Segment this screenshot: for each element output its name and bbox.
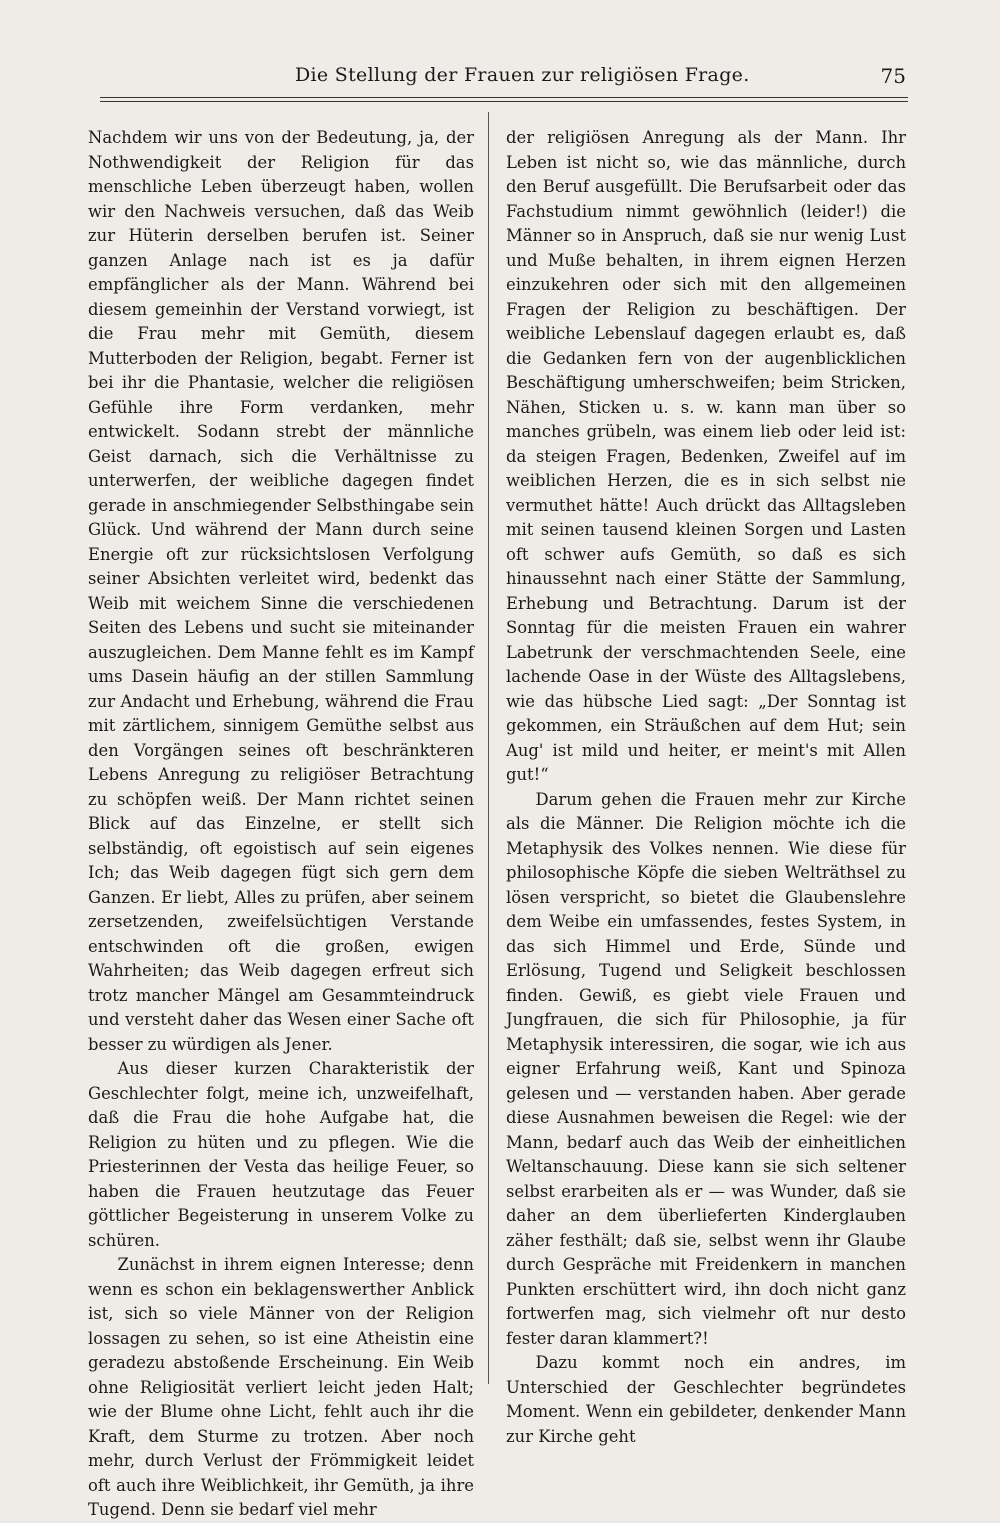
header-title: Die Stellung der Frauen zur religiösen Frage. [295,64,750,86]
header-rule-bottom [100,101,908,102]
page-number: 75 [880,64,906,88]
left-column [88,126,474,1523]
header-rule-top [100,97,908,98]
paragraph: der religiösen Anregung als der Mann. Ihr Leben ist nicht so, wie das männliche, durch den Beruf ausgefüllt. Die Berufsarbeit oder das Fachstudium nimmt gewöhnlich (leider!) die Männer so in Anspruch, daß sie nur wenig Lust und Muße behalten, in ihrem eignen Herzen einzukehren oder sich mit den allgemeinen Fragen der Religion zu beschäftigen. Der weibliche Lebenslauf dagegen erlaubt es, daß die Gedanken fern von der augenblicklichen Beschäftigung umherschweifen; beim Stricken, Nähen, Sticken u. s. w. kann man über so manches grübeln, was einem lieb oder leid ist: da steigen Fragen, Bedenken, Zweifel auf im weiblichen Herzen, die es in sich selbst nie vermuthet hätte! Auch drückt das Alltagsleben mit seinen tausend kleinen Sorgen und Lasten oft schwer aufs Gemüth, so daß es sich hinaussehnt nach einer Stätte der Sammlung, Erhebung und Betrachtung. Darum ist der Sonntag für die meisten Frauen ein wahrer Labetrunk der verschmachtenden Seele, eine lachende Oase in der Wüste des Alltagslebens, wie das hübsche Lied sagt: „Der Sonntag ist gekommen, ein Sträußchen auf dem Hut; sein Aug' ist mild und heiter, er meint's mit Allen gut!“ [506,128,906,784]
column-divider [488,112,489,1384]
right-column [506,126,906,1449]
paragraph: Zunächst in ihrem eignen Interesse; denn wenn es schon ein beklagenswerther Anblick ist, sich so viele Männer von der Religion lossagen zu sehen, so ist eine Atheistin eine geradezu abstoßende Erscheinung. Ein Weib ohne Religiosität verliert leicht jeden Halt; wie der Blume ohne Licht, fehlt auch ihr die Kraft, dem Sturme zu trotzen. Aber noch mehr, durch Verlust der Frömmigkeit leidet oft auch ihre Weiblichkeit, ihr Gemüth, ja ihre Tugend. Denn sie bedarf viel mehr [88,1255,474,1519]
running-head [100,62,908,96]
paragraph: Nachdem wir uns von der Bedeutung, ja, der Nothwendigkeit der Religion für das menschliche Leben überzeugt haben, wollen wir den Nachweis versuchen, daß das Weib zur Hüterin derselben berufen ist. Seiner ganzen Anlage nach ist es ja dafür empfänglicher als der Mann. Während bei diesem gemeinhin der Verstand vorwiegt, ist die Frau mehr mit Gemüth, diesem Mutterboden der Religion, begabt. Ferner ist bei ihr die Phantasie, welcher die religiösen Gefühle ihre Form verdanken, mehr entwickelt. Sodann strebt der männliche Geist darnach, sich die Verhältnisse zu unterwerfen, der weibliche dagegen findet gerade in anschmiegender Selbsthingabe sein Glück. Und während der Mann durch seine Energie oft zur rücksichtslosen Verfolgung seiner Absichten verleitet wird, bedenkt das Weib mit weichem Sinne die verschiedenen Seiten des Lebens und sucht sie miteinander auszugleichen. Dem Manne fehlt es im Kampf ums Dasein häufig an der stillen Sammlung zur Andacht und Erhebung, während die Frau mit zärtlichem, sinnigem Gemüthe selbst aus den Vorgängen seines oft beschränkteren Lebens Anregung zu religiöser Betrachtung zu schöpfen weiß. Der Mann richtet seinen Blick auf das Einzelne, er stellt sich selbständig, oft egoistisch auf sein eigenes Ich; das Weib dagegen fügt sich gern dem Ganzen. Er liebt, Alles zu prüfen, aber seinem zersetzenden, zweifelsüchtigen Verstande entschwinden oft die großen, ewigen Wahrheiten; das Weib dagegen erfreut sich trotz mancher Mängel am Gesammteindruck und versteht daher das Wesen einer Sache oft besser zu würdigen als Jener. [88,128,474,1054]
paragraph: Darum gehen die Frauen mehr zur Kirche als die Männer. Die Religion möchte ich die Metaphysik des Volkes nennen. Wie diese für philosophische Köpfe die sieben Welträthsel zu lösen verspricht, so bietet die Glaubenslehre dem Weibe ein umfassendes, festes System, in das sich Himmel und Erde, Sünde und Erlösung, Tugend und Seligkeit beschlossen finden. Gewiß, es giebt viele Frauen und Jungfrauen, die sich für Philosophie, ja für Metaphysik interessiren, die sogar, wie ich aus eigner Erfahrung weiß, Kant und Spinoza gelesen und — verstanden haben. Aber gerade diese Ausnahmen beweisen die Regel: wie der Mann, bedarf auch das Weib der einheitlichen Weltanschauung. Diese kann sie sich seltener selbst erarbeiten als er — was Wunder, daß sie daher an dem überlieferten Kinderglauben zäher festhält; daß sie, selbst wenn ihr Glaube durch Gespräche mit Freidenkern in manchen Punkten erschüttert wird, ihn doch nicht ganz fortwerfen mag, sich vielmehr oft nur desto fester daran klammert?! [506,789,906,1348]
paragraph: Dazu kommt noch ein andres, im Unterschied der Geschlechter begründetes Moment. Wenn ein gebildeter, denkender Mann zur Kirche geht [506,1353,906,1446]
paragraph: Aus dieser kurzen Charakteristik der Geschlechter folgt, meine ich, unzweifelhaft, daß die Frau die hohe Aufgabe hat, die Religion zu hüten und zu pflegen. Wie die Priesterinnen der Vesta das heilige Feuer, so haben die Frauen heutzutage das Feuer göttlicher Begeisterung in unserem Volke zu schüren. [88,1059,474,1250]
